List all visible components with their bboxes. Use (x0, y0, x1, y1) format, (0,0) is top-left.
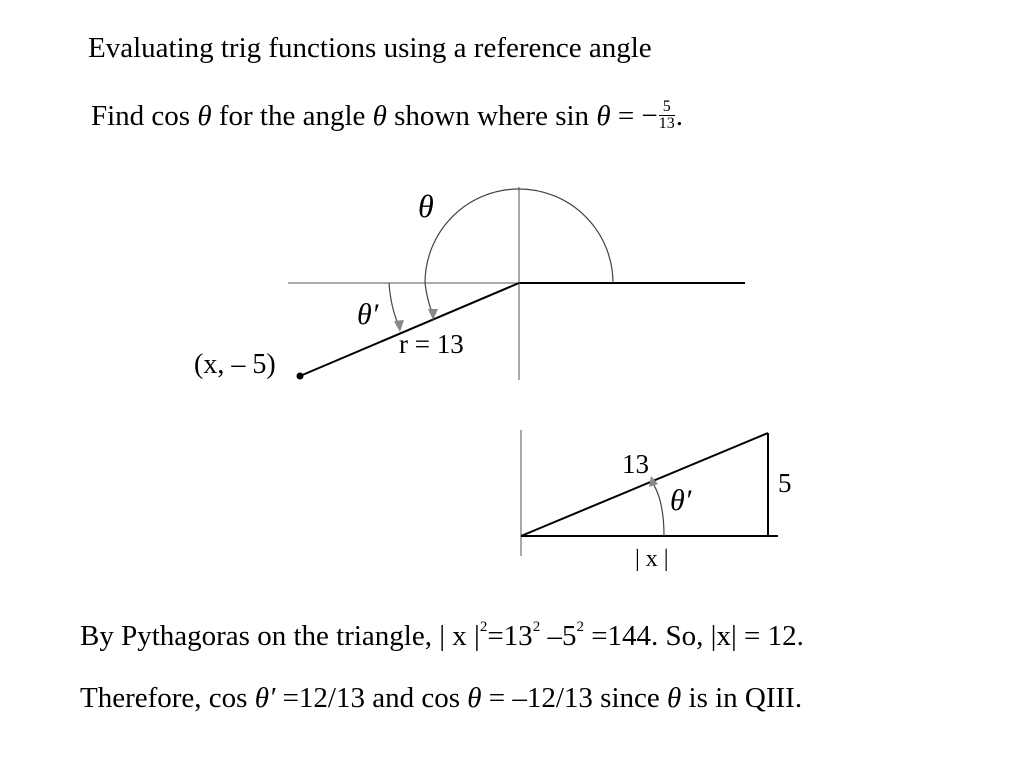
pythag-sup-3: 2 (576, 619, 584, 635)
adjacent-side-label: | x | (635, 546, 669, 572)
pythag-text-b: =13 (487, 620, 533, 652)
theta-prime-label: θ′ (357, 298, 379, 331)
conclusion-theta-prime: θ′ (254, 682, 276, 714)
pythag-sup-2: 2 (532, 619, 541, 635)
slide-title: Evaluating trig functions using a reference angle (88, 32, 652, 64)
problem-part1: Find cos (91, 100, 198, 132)
problem-part3: shown where sin (386, 100, 597, 132)
fraction-denominator: 13 (658, 114, 675, 132)
problem-theta-1: θ (197, 100, 212, 132)
triangle-angle-arc (652, 482, 664, 536)
pythag-text-c: –5 (540, 620, 577, 652)
hypotenuse-label: 13 (622, 449, 649, 479)
opposite-side-label: 5 (778, 468, 792, 498)
triangle-angle-label: θ′ (670, 484, 692, 517)
conclusion-theta-2: θ (667, 682, 682, 714)
point-dot (297, 373, 304, 380)
solution-line-conclusion (80, 682, 802, 715)
problem-part4: = − (610, 100, 658, 132)
radius-label: r = 13 (399, 329, 464, 359)
conclusion-text-d: is in QIII. (681, 682, 803, 714)
pythag-sup-1: 2 (479, 619, 488, 635)
solution-line-pythagoras (80, 620, 804, 653)
problem-part2: for the angle (211, 100, 373, 132)
point-label: (x, – 5) (194, 349, 276, 380)
conclusion-text-a: Therefore, cos (80, 682, 255, 714)
triangle-angle-arrowhead (649, 476, 658, 487)
problem-theta-2: θ (372, 100, 387, 132)
problem-theta-3: θ (596, 100, 611, 132)
pythag-text-d: =144. So, |x| = 12. (583, 620, 804, 652)
conclusion-theta-1: θ (467, 682, 482, 714)
conclusion-text-b: =12/13 and cos (275, 682, 468, 714)
fraction-numerator: 5 (659, 99, 675, 116)
theta-label: θ (418, 188, 434, 224)
pythag-text-a: By Pythagoras on the triangle, | x | (80, 620, 480, 652)
conclusion-text-c: = –12/13 since (481, 682, 668, 714)
problem-part5: . (675, 100, 684, 132)
